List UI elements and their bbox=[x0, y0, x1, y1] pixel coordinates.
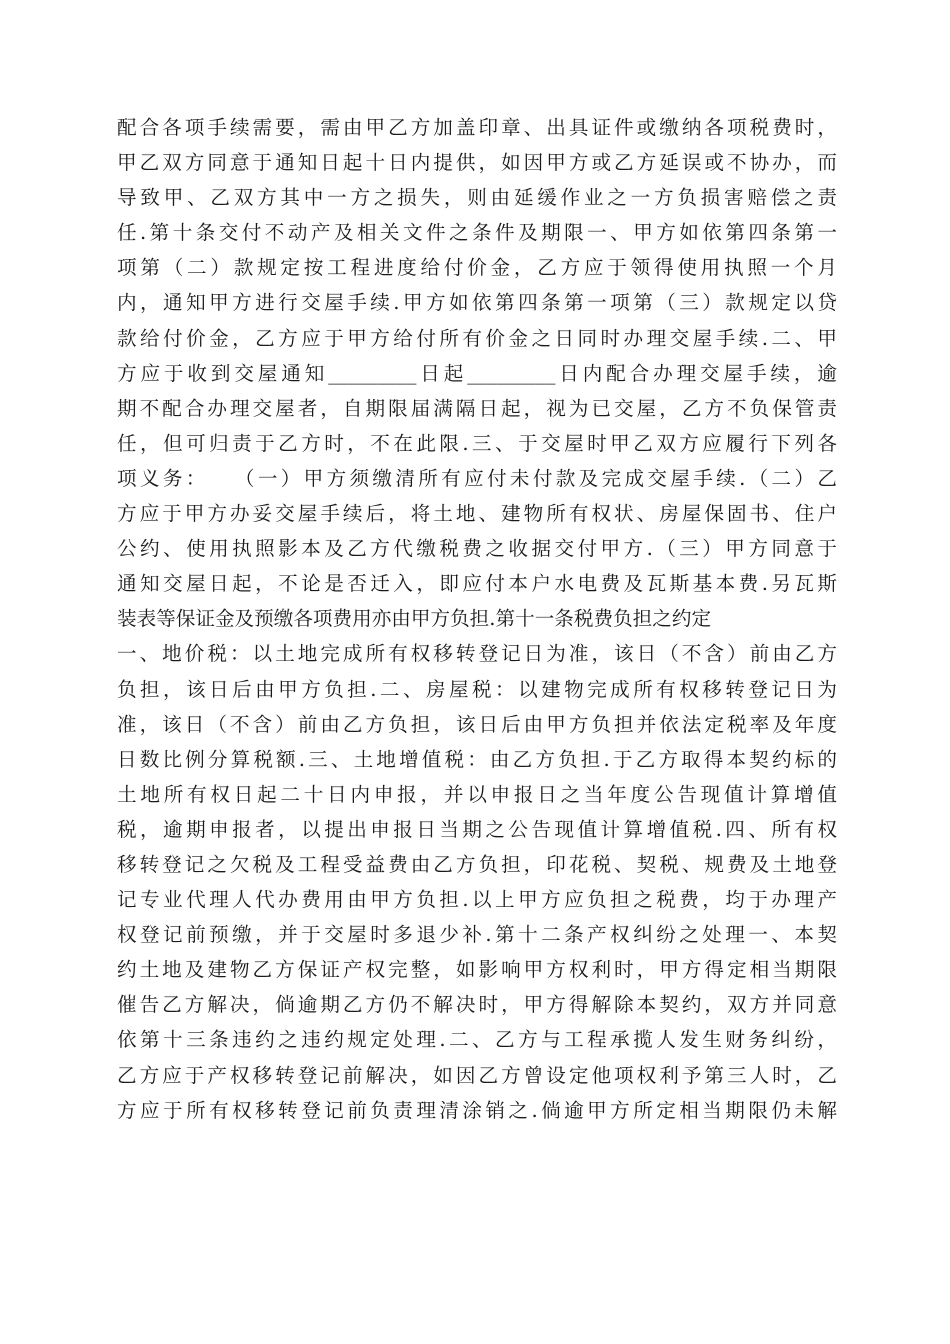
text-line: 方应于收到交屋通知_________日起_________日内配合办理交屋手续，逾 bbox=[117, 361, 837, 385]
text-line: 装表等保证金及预缴各项费用亦由甲方负担.第十一条税费负担之约定 bbox=[117, 607, 712, 631]
text-line: 期不配合办理交屋者，自期限届满隔日起，视为已交屋，乙方不负保管责 bbox=[117, 396, 837, 420]
text-line: 任.第十条交付不动产及相关文件之条件及期限一、甲方如依第四条第一 bbox=[117, 221, 837, 245]
text-line: 移转登记之欠税及工程受益费由乙方负担，印花税、契税、规费及土地登 bbox=[117, 852, 837, 876]
text-line: 任，但可归责于乙方时，不在此限.三、于交屋时甲乙双方应履行下列各 bbox=[117, 431, 837, 455]
text-line: 内，通知甲方进行交屋手续.甲方如依第四条第一项第（三）款规定以贷 bbox=[117, 291, 837, 315]
text-line: 负担，该日后由甲方负担.二、房屋税：以建物完成所有权移转登记日为 bbox=[117, 677, 837, 701]
text-line: 催告乙方解决，倘逾期乙方仍不解决时，甲方得解除本契约，双方并同意 bbox=[117, 993, 837, 1017]
text-line: 项义务： （一）甲方须缴清所有应付未付款及完成交屋手续.（二）乙 bbox=[117, 466, 837, 490]
body-text bbox=[117, 110, 837, 1128]
text-line: 方应于甲方办妥交屋手续后，将土地、建物所有权状、房屋保固书、住户 bbox=[117, 502, 837, 526]
text-line: 方应于所有权移转登记前负责理清涂销之.倘逾甲方所定相当期限仍未解 bbox=[117, 1098, 837, 1122]
text-line: 导致甲、乙双方其中一方之损失，则由延缓作业之一方负损害赔偿之责 bbox=[117, 186, 837, 210]
text-line: 依第十三条违约之违约规定处理.二、乙方与工程承揽人发生财务纠纷， bbox=[117, 1028, 837, 1052]
text-line: 权登记前预缴，并于交屋时多退少补.第十二条产权纠纷之处理一、本契 bbox=[117, 923, 837, 947]
text-line: 准，该日（不含）前由乙方负担，该日后由甲方负担并依法定税率及年度 bbox=[117, 712, 837, 736]
text-line: 配合各项手续需要，需由甲乙方加盖印章、出具证件或缴纳各项税费时， bbox=[117, 116, 837, 139]
text-line: 通知交屋日起，不论是否迁入，即应付本户水电费及瓦斯基本费.另瓦斯 bbox=[117, 572, 837, 596]
text-line: 公约、使用执照影本及乙方代缴税费之收据交付甲方.（三）甲方同意于 bbox=[117, 537, 837, 561]
text-line: 记专业代理人代办费用由甲方负担.以上甲方应负担之税费，均于办理产 bbox=[117, 888, 837, 912]
text-line: 税，逾期申报者，以提出申报日当期之公告现值计算增值税.四、所有权 bbox=[117, 817, 837, 841]
text-line: 一、地价税：以土地完成所有权移转登记日为准，该日（不含）前由乙方 bbox=[117, 642, 837, 666]
text-line: 约土地及建物乙方保证产权完整，如影响甲方权利时，甲方得定相当期限 bbox=[117, 958, 837, 982]
text-line: 日数比例分算税额.三、土地增值税：由乙方负担.于乙方取得本契约标的 bbox=[117, 747, 837, 771]
text-line: 乙方应于产权移转登记前解决，如因乙方曾设定他项权利予第三人时，乙 bbox=[117, 1063, 837, 1087]
text-line: 甲乙双方同意于通知日起十日内提供，如因甲方或乙方延误或不协办，而 bbox=[117, 151, 837, 175]
text-line: 项第（二）款规定按工程进度给付价金，乙方应于领得使用执照一个月 bbox=[117, 256, 837, 280]
text-line: 款给付价金，乙方应于甲方给付所有价金之日同时办理交屋手续.二、甲 bbox=[117, 326, 837, 350]
text-line: 土地所有权日起二十日内申报，并以申报日之当年度公告现值计算增值 bbox=[117, 782, 837, 806]
